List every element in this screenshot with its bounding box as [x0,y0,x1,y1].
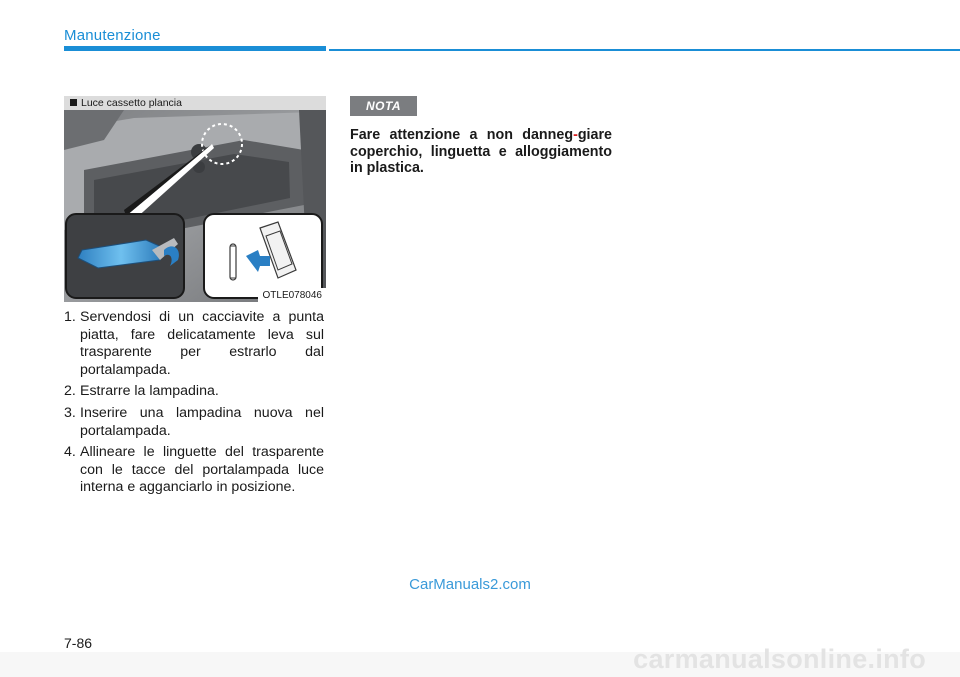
step-item [64,405,324,440]
glove-box-lamp-illustration [64,110,326,302]
instruction-steps [64,309,324,501]
step-text: Inserire una lampadina nuova nel portalampada. [80,404,324,439]
step-item [64,383,324,401]
step-number: 4. [64,444,76,461]
step-number: 1. [64,309,76,325]
figure-illustration [64,110,326,302]
step-number: 3. [64,404,76,421]
step-item [64,444,324,497]
figure-caption [64,96,326,110]
note-text-part-b: giare coperchio, linguetta e alloggiamento in plastica. [350,127,612,176]
step-text: Allineare le linguette del trasparente con le tacce del portalampada luce interna e agganciarlo in posizione. [80,444,324,496]
step-text: Servendosi di un cacciavite a punta piatta, fare delicatamente leva sul trasparente per estrarlo dal portalampada. [80,309,324,378]
figure-caption-text: Luce cassetto plancia [81,97,182,109]
page-number: 7-86 [64,635,93,651]
step-item [64,309,324,379]
note-text-part-a: Fare attenzione a non danneg [350,127,574,143]
watermark-link[interactable]: CarManuals2.com [409,576,531,593]
note-hyphen: - [573,127,578,143]
header-rule-thin [329,49,960,51]
note-text [350,127,612,177]
step-text: Estrarre la lampadina. [80,383,219,400]
step-number: 2. [64,383,76,400]
caption-square-icon [70,99,77,106]
header-rule-thick [64,46,326,51]
section-title: Manutenzione [64,27,161,44]
note-badge: NOTA [350,96,417,116]
figure-code: OTLE078046 [258,288,327,302]
footer-watermark[interactable]: carmanualsonline.info [633,644,926,674]
